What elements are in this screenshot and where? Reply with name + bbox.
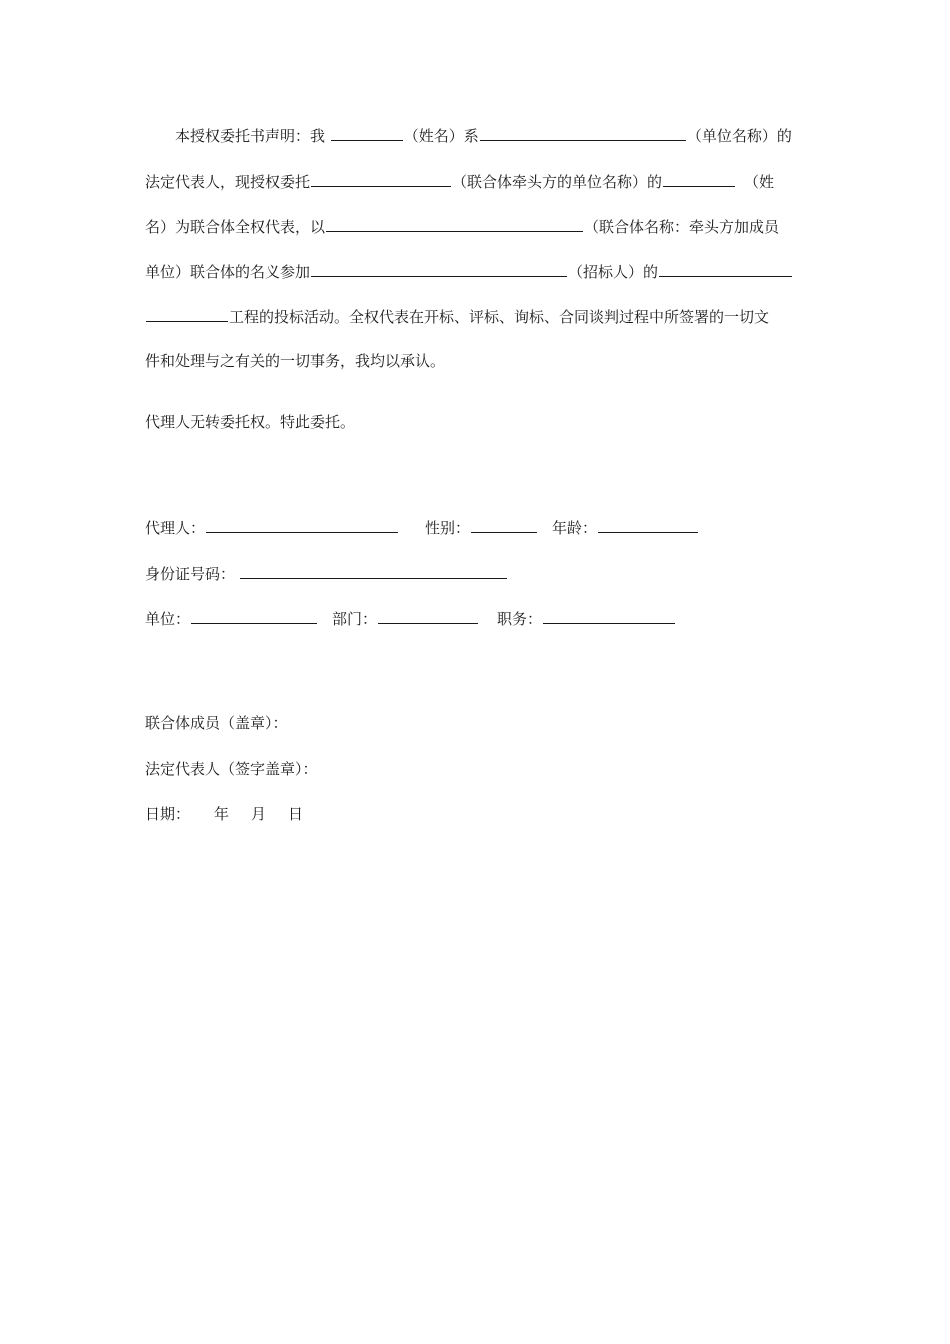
gender-label: 性别：: [425, 519, 471, 537]
declaration-line-4: [145, 260, 810, 282]
unit-label: 单位：: [145, 610, 191, 628]
unit-field[interactable]: [191, 607, 317, 624]
year-label: 年: [214, 805, 230, 823]
declaration-text: （联合体名称：牵头方加成员: [584, 218, 780, 236]
agent-row-2: [145, 562, 810, 584]
consortium-member-seal: 联合体成员（盖章）：: [145, 714, 288, 732]
gender-field[interactable]: [471, 516, 537, 533]
consortium-name-blank[interactable]: [326, 215, 583, 232]
legal-rep-signature: 法定代表人（签字盖章）：: [145, 760, 318, 778]
name-blank[interactable]: [331, 124, 403, 141]
project-blank[interactable]: [659, 260, 792, 277]
declaration-text: 名）为联合体全权代表，以: [145, 218, 326, 236]
project-blank-continued[interactable]: [146, 305, 228, 322]
declaration-text: （姓: [744, 173, 775, 191]
month-label: 月: [251, 805, 267, 823]
position-label: 职务：: [497, 610, 543, 628]
declaration-line-1: [145, 124, 810, 146]
declaration-text: 法定代表人，现授权委托: [145, 173, 311, 191]
age-field[interactable]: [598, 516, 698, 533]
declaration-line-5: [145, 305, 810, 327]
id-number-label: 身份证号码：: [145, 565, 236, 583]
declaration-text: （姓名）系: [403, 127, 479, 145]
agent-name-label: 代理人：: [145, 519, 206, 537]
declaration-line-2: [145, 170, 810, 192]
age-label: 年龄：: [552, 519, 598, 537]
agent-row-3: [145, 607, 810, 629]
declaration-text: （招标人）的: [568, 263, 659, 281]
rep-name-blank[interactable]: [663, 170, 735, 187]
declaration-text: 单位）联合体的名义参加: [145, 263, 311, 281]
tenderer-blank[interactable]: [311, 260, 567, 277]
department-label: 部门：: [332, 610, 378, 628]
declaration-text: （单位名称）的: [686, 127, 792, 145]
lead-unit-blank[interactable]: [311, 170, 451, 187]
id-number-field[interactable]: [240, 562, 507, 579]
no-transfer-statement: 代理人无转委托权。特此委托。: [145, 413, 356, 431]
declaration-line-6: 件和处理与之有关的一切事务，我均以承认。: [145, 352, 446, 370]
date-row: [145, 803, 810, 825]
agent-name-field[interactable]: [206, 516, 398, 533]
agent-row-1: [145, 516, 810, 538]
declaration-text: 本授权委托书声明：我: [175, 127, 326, 145]
declaration-text: 工程的投标活动。全权代表在开标、评标、询标、合同谈判过程中所签署的一切文: [229, 308, 770, 326]
declaration-line-3: [145, 215, 810, 237]
position-field[interactable]: [543, 607, 675, 624]
unit-name-blank[interactable]: [480, 124, 686, 141]
department-field[interactable]: [378, 607, 478, 624]
day-label: 日: [288, 805, 304, 823]
declaration-text: （联合体牵头方的单位名称）的: [452, 173, 663, 191]
date-label: 日期：: [145, 805, 191, 823]
